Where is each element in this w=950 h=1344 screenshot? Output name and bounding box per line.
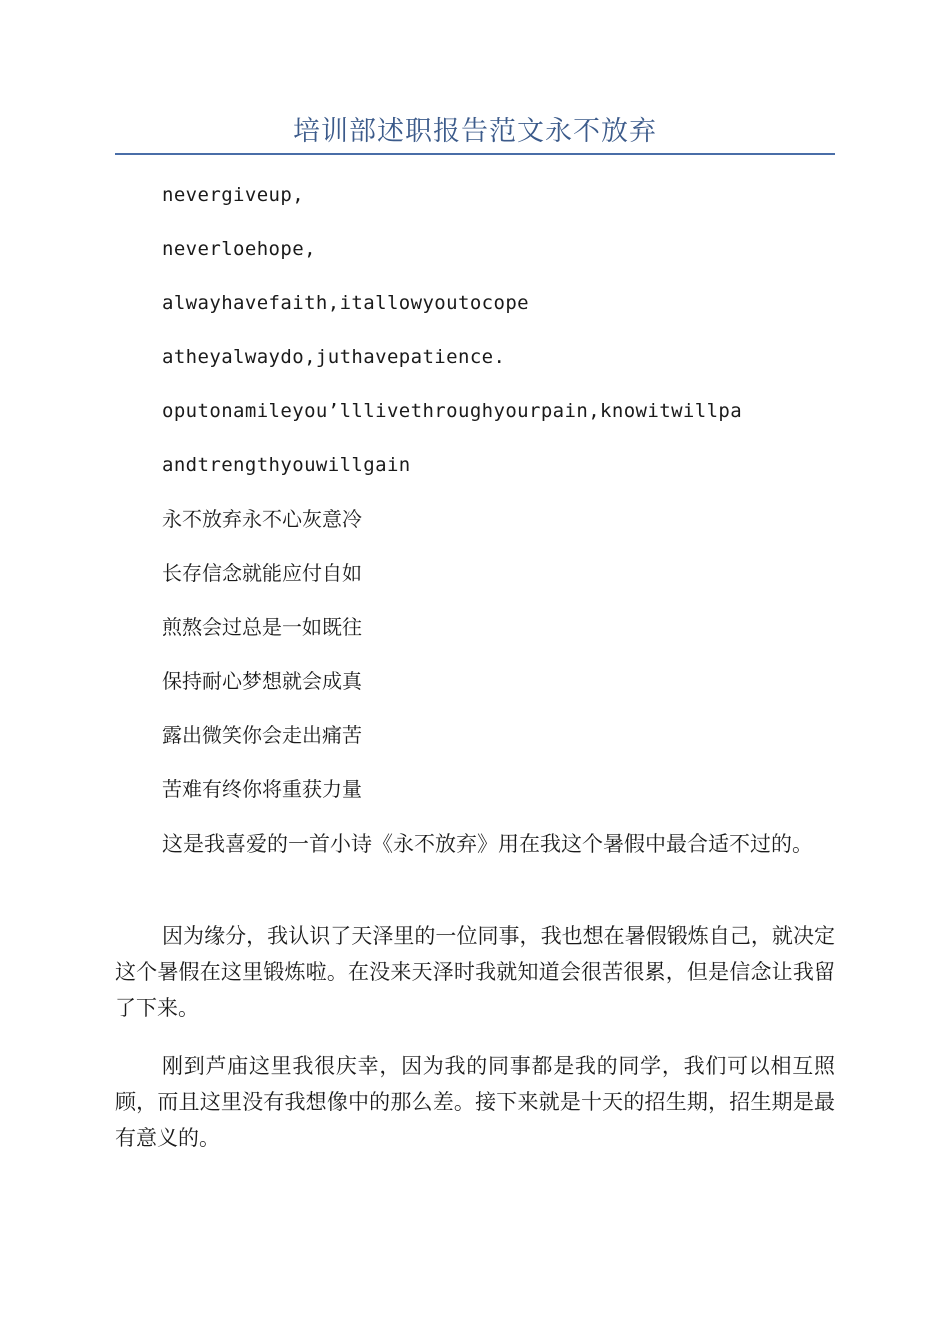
body-paragraph: 刚到芦庙这里我很庆幸，因为我的同事都是我的同学，我们可以相互照顾，而且这里没有我想像中的那么差。接下来就是十天的招生期，招生期是最有意义的。 bbox=[115, 1054, 835, 1150]
poem-chinese-line: 永不放弃永不心灰意冷 bbox=[162, 507, 362, 531]
poem-english-line: neverloehope, bbox=[162, 238, 316, 260]
poem-chinese-line: 露出微笑你会走出痛苦 bbox=[162, 723, 362, 747]
document-title: 培训部述职报告范文永不放弃 bbox=[293, 116, 657, 147]
poem-english-line: alwayhavefaith,itallowyoutocope bbox=[162, 292, 530, 314]
poem-english-line: oputonamileyou’lllivethroughyourpain,knowitwillpa bbox=[162, 400, 743, 422]
poem-chinese-line: 长存信念就能应付自如 bbox=[162, 561, 362, 585]
body-paragraph: 这是我喜爱的一首小诗《永不放弃》用在我这个暑假中最合适不过的。 bbox=[162, 832, 813, 856]
poem-english-line: nevergiveup, bbox=[162, 184, 305, 206]
poem-english-line: andtrengthyouwillgain bbox=[162, 454, 411, 476]
body-paragraph: 因为缘分，我认识了天泽里的一位同事，我也想在暑假锻炼自己，就决定这个暑假在这里锻炼啦。在没来天泽时我就知道会很苦很累，但是信念让我留了下来。 bbox=[115, 924, 835, 1020]
poem-english-line: atheyalwaydo,juthavepatience. bbox=[162, 346, 506, 368]
poem-chinese-line: 苦难有终你将重获力量 bbox=[162, 777, 362, 801]
title-underline bbox=[115, 153, 835, 155]
poem-chinese-line: 煎熬会过总是一如既往 bbox=[162, 615, 362, 639]
poem-chinese-line: 保持耐心梦想就会成真 bbox=[162, 669, 362, 693]
